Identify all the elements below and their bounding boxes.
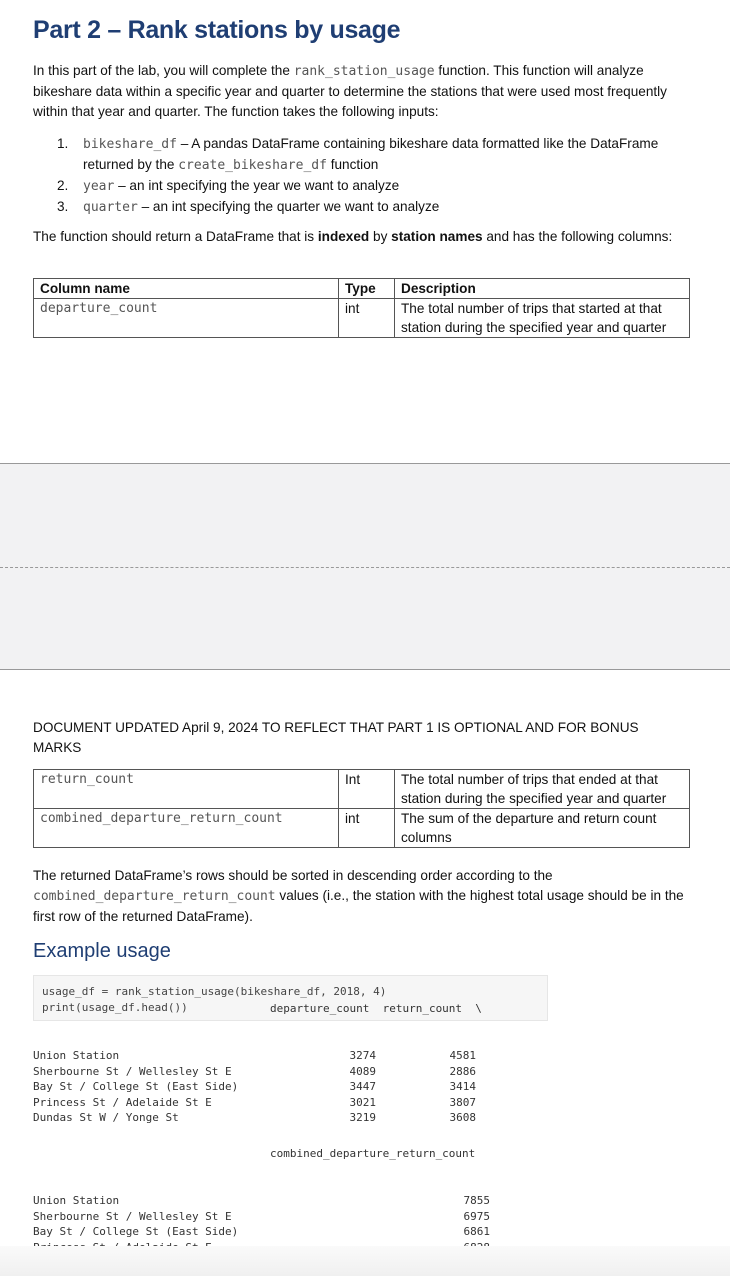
intro-text-2: function. This function will analyze bikeshare data within a specific year and quarter to determine the stations that were used most frequently within that year and quarter. The function takes the following inputs: [33,63,667,119]
output-index-2: Union Station Sherbourne St / Wellesley St E Bay St / College St (East Side) [33,1194,239,1238]
example-heading: Example usage [33,940,171,962]
update-notice: DOCUMENT UPDATED April 9, 2024 TO REFLECT THAT PART 1 IS OPTIONAL AND FOR BONUS MARKS [33,720,639,755]
page-title: Part 2 – Rank stations by usage [33,16,401,44]
page-break-divider [0,567,730,568]
columns-table-1 [33,278,690,338]
table-row: departure_count int The total number of trips that started at that station during the specified year and quarter [34,299,690,338]
columns-table-2 [33,769,690,848]
output-header-2: combined_departure_return_count [270,1147,476,1160]
intro-paragraph [33,61,693,122]
intro-text-1: In this part of the lab, you will complete the [33,63,294,78]
output-header-1: departure_count return_count \ [270,1002,482,1015]
returns-paragraph: The function should return a DataFrame that is indexed by station names and has the following columns: [33,229,673,244]
list-item: 1. bikeshare_df – A pandas DataFrame containing bikeshare data formatted like the DataFrame returned by the create_bikeshare_df function [57,136,659,173]
list-item: 3. quarter – an int specifying the quarter we want to analyze [57,199,440,215]
page-bottom [0,1246,730,1276]
table-row: combined_departure_return_count int The sum of the departure and return count columns [34,809,690,848]
sorted-paragraph: The returned DataFrame’s rows should be sorted in descending order according to the combined_departure_return_count values (i.e., the station with the highest total usage should be in the first row of the returned DataFrame). [33,868,684,924]
combined-count-column: 7855 6975 6861 [463,1194,490,1238]
table-row: return_count Int The total number of trips that ended at that station during the specified year and quarter [34,770,690,809]
function-name: rank_station_usage [293,64,435,79]
table-header-row: Column name Type Description [34,279,690,299]
inputs-list [57,134,677,218]
return-count-column: 4581 2886 3414 3807 3608 [449,1049,476,1124]
page-break-region [0,463,730,670]
code-block: usage_df = rank_station_usage(bikeshare_df, 2018, 4) print(usage_df.head()) [33,975,548,1021]
output-index-1: Union Station Sherbourne St / Wellesley St E Bay St / College St (East Side) Princess St / Adelaide St E Dundas St W / Yonge St [33,1049,239,1124]
list-item: 2. year – an int specifying the year we want to analyze [57,178,400,194]
departure-count-column: 3274 4089 3447 3021 3219 [349,1049,376,1124]
